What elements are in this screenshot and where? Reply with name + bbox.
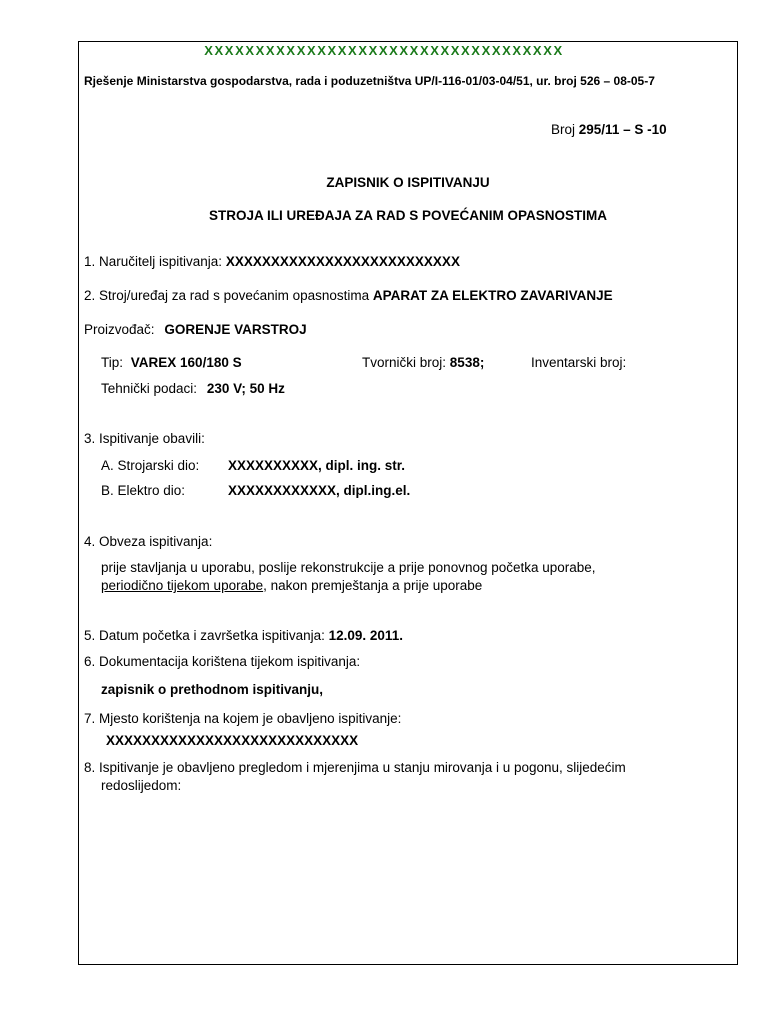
section-8-line-2: redoslijedom: — [101, 778, 182, 793]
broj-label: Broj — [551, 122, 576, 137]
document-title: ZAPISNIK O ISPITIVANJU — [326, 175, 490, 190]
client-value: XXXXXXXXXXXXXXXXXXXXXXXXXX — [225, 254, 460, 269]
electrical-label: B. Elektro dio: — [101, 483, 186, 498]
device-label: 2. Stroj/uređaj za rad s povećanim opasnostima — [84, 288, 370, 303]
mechanical-label: A. Strojarski dio: — [101, 458, 200, 473]
section-3-label: 3. Ispitivanje obavili: — [84, 431, 205, 446]
inventory-label: Inventarski broj: — [531, 355, 627, 370]
serial-label: Tvornički broj: — [362, 355, 447, 370]
type-value: VAREX 160/180 S — [130, 355, 242, 370]
section-7-label: 7. Mjesto korištenja na kojem je obavljeno ispitivanje: — [84, 711, 402, 726]
section-4-label: 4. Obveza ispitivanja: — [84, 534, 213, 549]
section-2 — [84, 288, 613, 304]
ministry-decision: Rješenje Ministarstva gospodarstva, rada i poduzetništva UP/I-116-01/03-04/51, ur. broj 526 – 08-05-7 — [84, 74, 655, 88]
manufacturer-value: GORENJE VARSTROJ — [164, 322, 307, 337]
location-value: XXXXXXXXXXXXXXXXXXXXXXXXXXXX — [106, 733, 359, 748]
document-subtitle: STROJA ILI UREĐAJA ZA RAD S POVEĆANIM OPASNOSTIMA — [208, 208, 608, 223]
manufacturer-label: Proizvođač: — [84, 322, 155, 337]
tech-label: Tehnički podaci: — [101, 381, 198, 396]
tech-value: 230 V; 50 Hz — [206, 381, 285, 396]
redacted-banner: XXXXXXXXXXXXXXXXXXXXXXXXXXXXXXXXXXX — [204, 43, 564, 58]
obligation-line-1: prije stavljanja u uporabu, poslije rekonstrukcije a prije ponovnog početka uporabe, — [101, 560, 596, 575]
section-6-label: 6. Dokumentacija korištena tijekom ispitivanja: — [84, 654, 361, 669]
device-value: APARAT ZA ELEKTRO ZAVARIVANJE — [372, 288, 613, 303]
section-5 — [84, 628, 403, 644]
broj-value: 295/11 – S -10 — [578, 122, 667, 137]
documentation-value: zapisnik o prethodnom ispitivanju, — [101, 682, 324, 697]
type-label: Tip: — [101, 355, 124, 370]
serial-value: 8538; — [449, 355, 485, 370]
mechanical-value: XXXXXXXXXX, dipl. ing. str. — [228, 458, 406, 473]
date-value: 12.09. 2011. — [328, 628, 403, 643]
section-1 — [84, 254, 460, 270]
serial-line — [362, 355, 484, 371]
periodic-underlined: periodično tijekom uporabe — [101, 578, 264, 593]
obligation-rest: , nakon premještanja a prije uporabe — [263, 578, 483, 593]
client-label: 1. Naručitelj ispitivanja: — [84, 254, 223, 269]
electrical-value: XXXXXXXXXXXX, dipl.ing.el. — [228, 483, 411, 498]
section-8-line-1: 8. Ispitivanje je obavljeno pregledom i mjerenjima u stanju mirovanja i u pogonu, slijedećim — [84, 760, 626, 775]
type-line — [101, 355, 242, 371]
date-label: 5. Datum početka i završetka ispitivanja: — [84, 628, 325, 643]
manufacturer-line — [84, 322, 307, 338]
broj-line — [551, 122, 667, 138]
tech-line — [101, 381, 285, 397]
obligation-line-2 — [101, 578, 482, 594]
